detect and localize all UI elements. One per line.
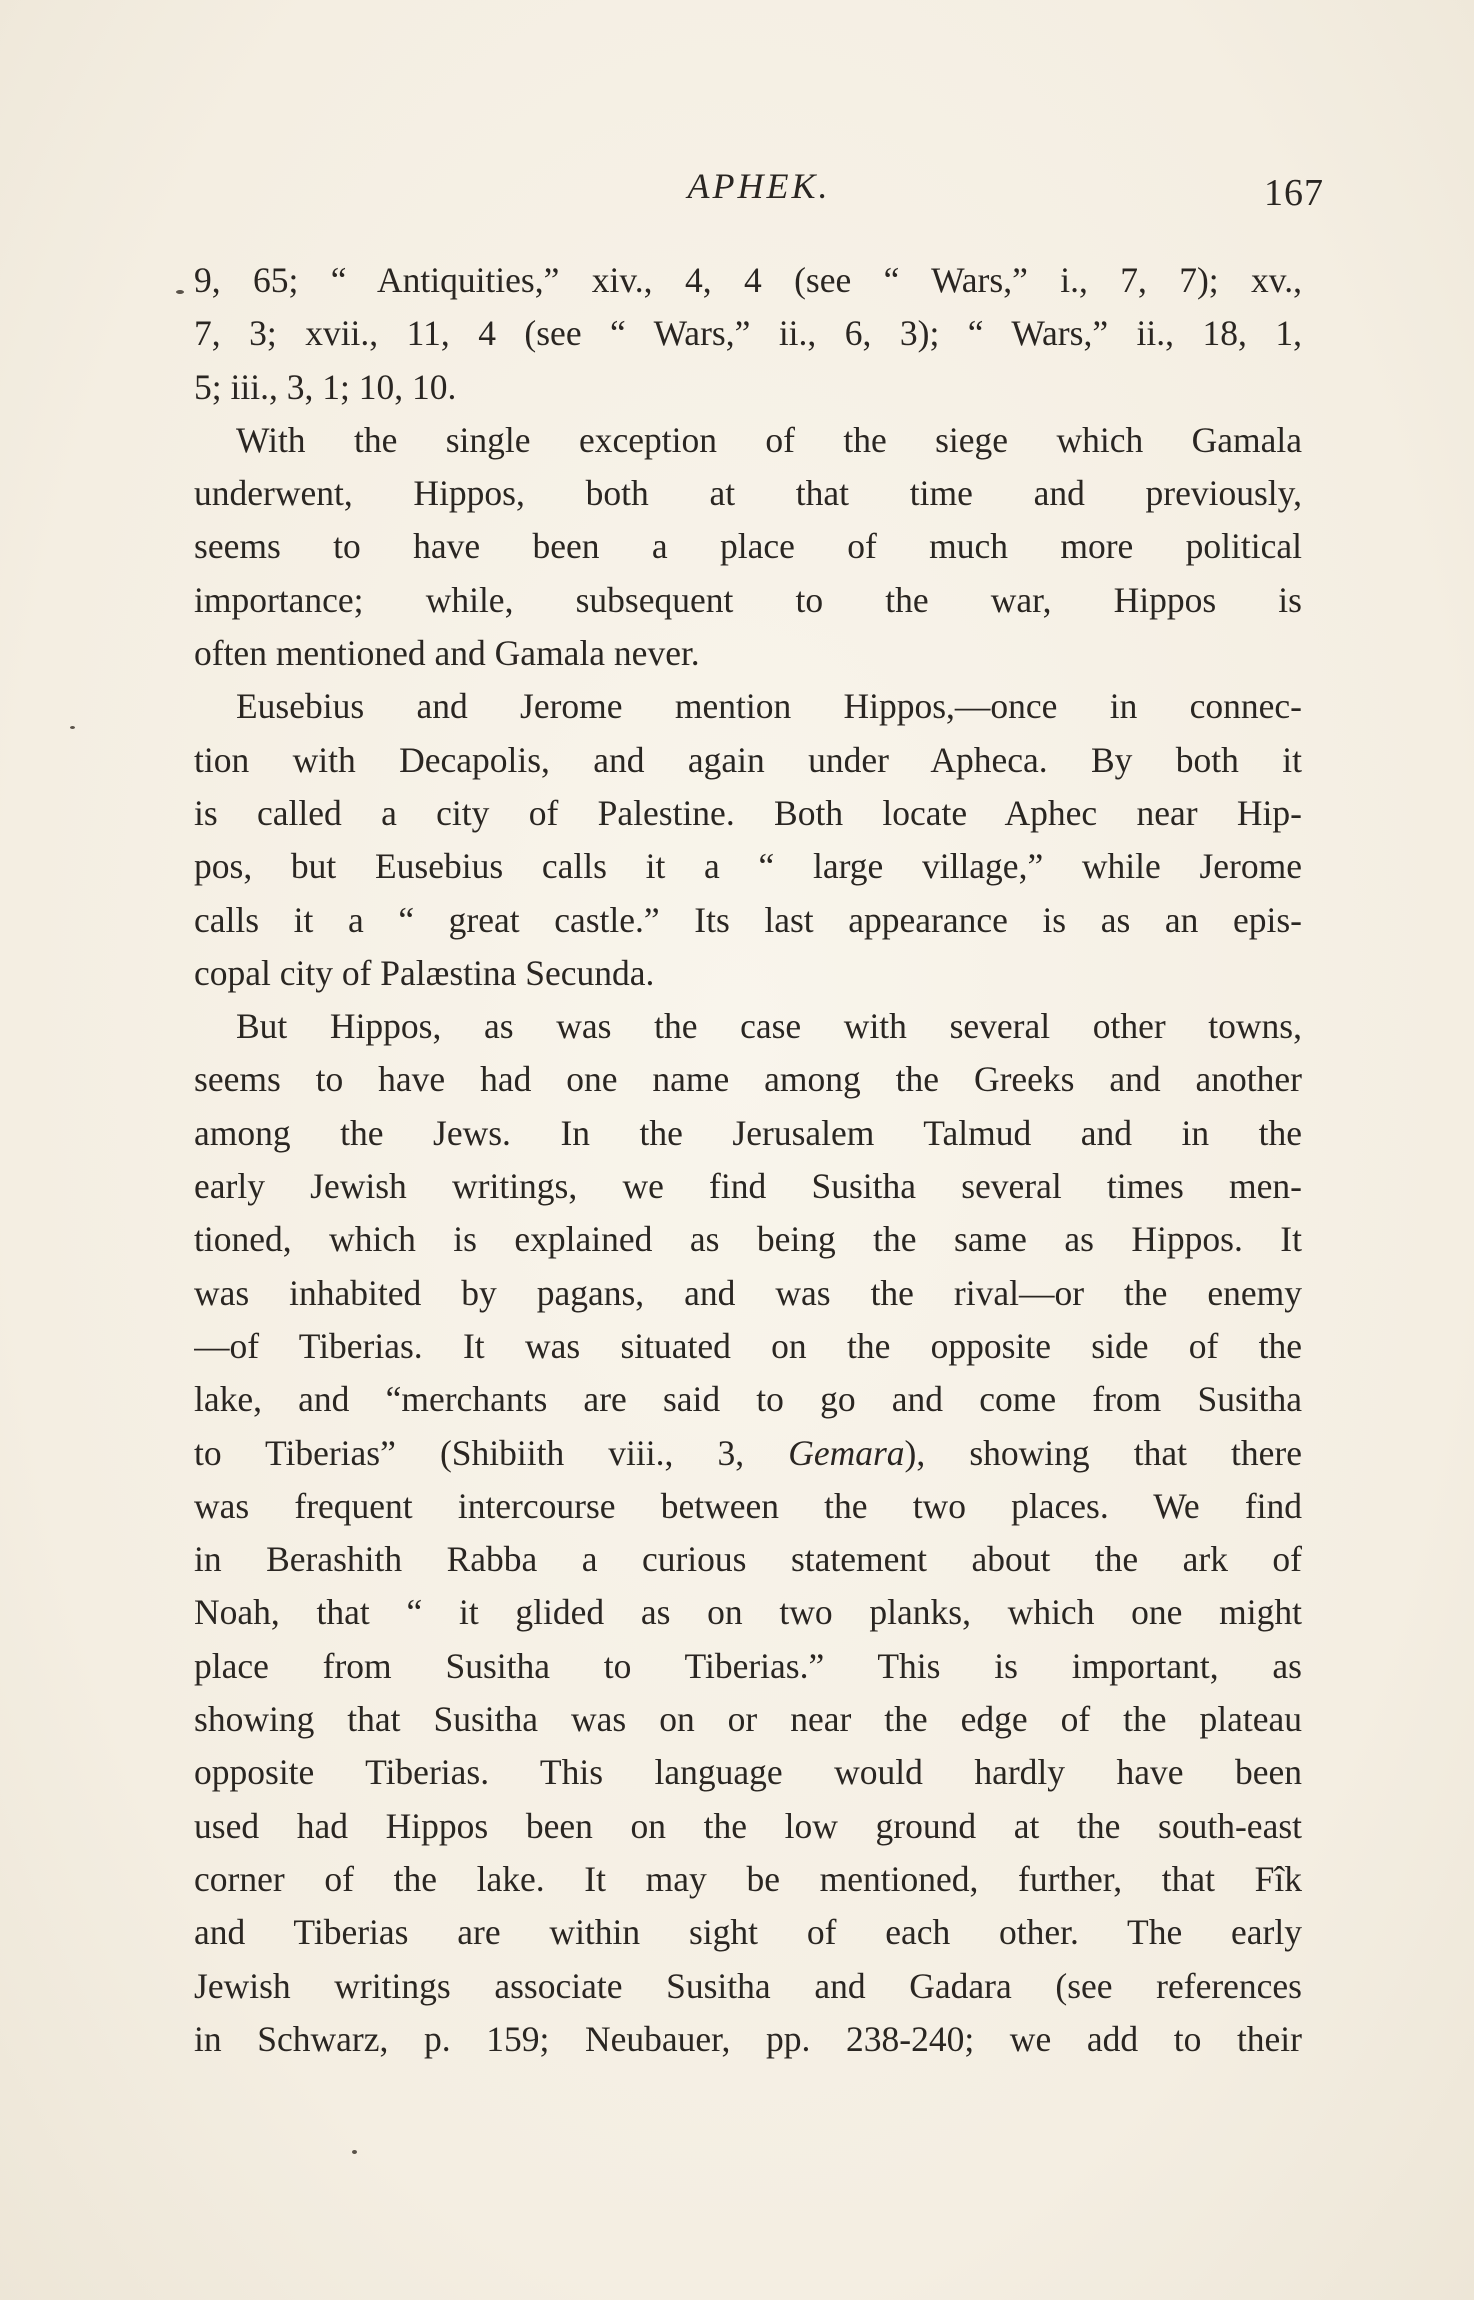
text-line: opposite Tiberias. This language would hardly have been [194,1752,1302,1793]
running-head: APHEK. [687,166,831,206]
paragraph [194,680,1302,1000]
text-line: and Tiberias are within sight of each other. The early [194,1912,1302,1953]
text-line: tion with Decapolis, and again under Apheca. By both it [194,739,1302,780]
text-line: 9, 65; “ Antiquities,” xiv., 4, 4 (see “ Wars,” i., 7, 7); xv., [194,260,1302,300]
text-line-with-italic [194,1427,1302,1480]
text-run: ), showing that there [904,1432,1302,1473]
text-line: pos, but Eusebius calls it a “ large village,” while Jerome [194,846,1302,887]
text-line: was inhabited by pagans, and was the rival—or the enemy [194,1272,1302,1313]
text-line: With the single exception of the siege which Gamala [236,419,1302,460]
text-line: Noah, that “ it glided as on two planks, which one might [194,1592,1302,1633]
text-line: copal city of Palæstina Secunda. [194,952,655,993]
page-header [194,165,1324,221]
paragraph [194,1000,1302,2066]
print-speck [176,290,184,294]
text-line: place from Susitha to Tiberias.” This is important, as [194,1645,1302,1686]
text-line: lake, and “merchants are said to go and come from Susitha [194,1379,1302,1420]
text-line: showing that Susitha was on or near the edge of the plateau [194,1699,1302,1740]
page-number: 167 [1264,172,1324,214]
text-line: seems to have had one name among the Greeks and another [194,1059,1302,1100]
text-line: used had Hippos been on the low ground at the south-east [194,1805,1302,1846]
print-speck [352,2150,357,2154]
paragraph [194,254,1302,414]
text-line: 5; iii., 3, 1; 10, 10. [194,366,457,407]
text-line: often mentioned and Gamala never. [194,633,700,674]
text-line: Jewish writings associate Susitha and Gadara (see references [194,1965,1302,2006]
text-line: in Schwarz, p. 159; Neubauer, pp. 238-240; we add to their [194,2018,1302,2059]
text-line: was frequent intercourse between the two places. We find [194,1485,1302,1526]
text-line: Eusebius and Jerome mention Hippos,—once in connec- [236,686,1302,727]
text-line: But Hippos, as was the case with several other towns, [236,1006,1302,1047]
text-run: to Tiberias” (Shibiith viii., 3, [194,1432,789,1473]
text-line: importance; while, subsequent to the war, Hippos is [194,579,1302,620]
text-line: 7, 3; xvii., 11, 4 (see “ Wars,” ii., 6, 3); “ Wars,” ii., 18, 1, [194,313,1302,354]
italic-term: Gemara [788,1432,905,1473]
text-line: early Jewish writings, we find Susitha several times men- [194,1166,1302,1207]
paragraph [194,414,1302,680]
text-line: corner of the lake. It may be mentioned, further, that Fîk [194,1858,1302,1899]
text-line: —of Tiberias. It was situated on the opposite side of the [194,1325,1302,1366]
text-line: seems to have been a place of much more political [194,526,1302,567]
text-line: tioned, which is explained as being the same as Hippos. It [194,1219,1302,1260]
body-text [194,254,1302,2066]
text-line: underwent, Hippos, both at that time and previously, [194,473,1302,514]
text-line: is called a city of Palestine. Both locate Aphec near Hip- [194,792,1302,833]
text-line: in Berashith Rabba a curious statement about the ark of [194,1539,1302,1580]
text-line: among the Jews. In the Jerusalem Talmud and in the [194,1112,1302,1153]
text-line: calls it a “ great castle.” Its last appearance is as an epis- [194,899,1302,940]
print-speck [70,726,75,729]
